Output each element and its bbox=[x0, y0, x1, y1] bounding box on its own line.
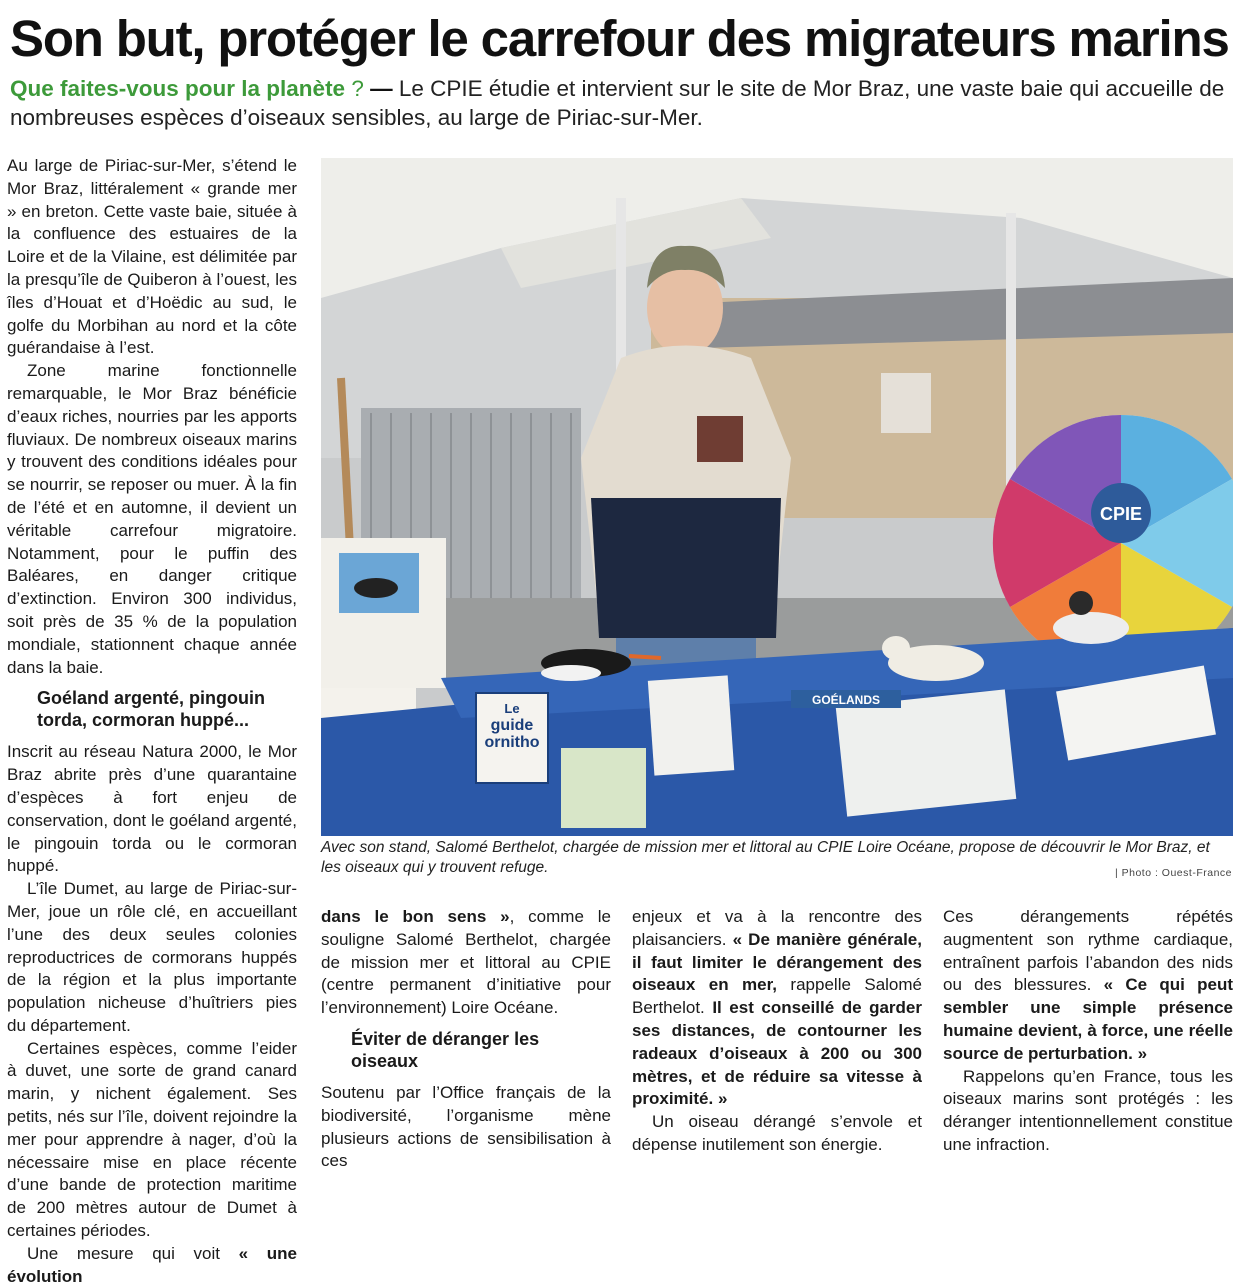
paragraph: Certaines espèces, comme l’eider à duvet, une sorte de grand canard marin, y nichent également. Ses petits, nés sur l’île, doivent rejoindre la mer pour apprendre à nager, d’où la nécessaire mise en place récente d’une bande de protection maritime de 200 mètres autour de Dumet à certaines périodes. bbox=[7, 1038, 297, 1241]
article-column-3 bbox=[632, 906, 922, 1157]
wheel-logo: CPIE bbox=[1099, 504, 1143, 524]
paragraph bbox=[321, 906, 611, 1020]
book-title-line1: Le bbox=[504, 701, 520, 716]
article-photo bbox=[321, 158, 1233, 836]
article-column-1 bbox=[7, 155, 297, 1288]
article-column-2 bbox=[321, 906, 611, 1173]
paragraph: L’île Dumet, au large de Piriac-sur-Mer, joue un rôle clé, en accueillant l’une des deux seules colonies reproductrices de cormorans huppés de la région et la plus importante population nicheuse d’huîtriers pies du département. bbox=[7, 879, 297, 1035]
quote-text: dans le bon sens » bbox=[321, 907, 510, 926]
paragraph bbox=[632, 906, 922, 1111]
photo-credit: | Photo : Ouest-France bbox=[1114, 867, 1232, 879]
article-column-4 bbox=[943, 906, 1233, 1157]
leaflet-title: GOÉLANDS bbox=[811, 693, 881, 707]
quote-text: Il est conseillé de garder ses distances, de contourner les radeaux d’oiseaux à 200 ou 300 mètres, et de réduire sa vitesse à proximité. » bbox=[632, 998, 922, 1109]
rubric-question: Que faites-vous pour la planète bbox=[10, 76, 346, 101]
paragraph: Soutenu par l’Office français de la biodiversité, l’organisme mène plusieurs actions de sensibilisation à ces bbox=[321, 1082, 611, 1171]
stand-illustration bbox=[321, 158, 1233, 836]
text-run: Ces dérangements répétés augmentent son rythme cardiaque, entraînent parfois l’abandon des nids ou des blessures. bbox=[943, 907, 1233, 995]
text-run: , comme le souligne Salomé Berthelot, chargée de mission mer et littoral au CPIE (centre permanent d’initiative pour l’environnement) Loire Océane. bbox=[321, 907, 611, 1018]
quote-text: « Ce qui peut sembler une simple présence humaine devient, à force, une réelle source de perturbation. » bbox=[943, 975, 1234, 1063]
text-run: rappelle Salomé Berthelot. bbox=[632, 975, 922, 1018]
text-run: Une mesure qui voit bbox=[27, 1243, 239, 1263]
headline: Son but, protéger le carrefour des migrateurs marins bbox=[10, 10, 1229, 67]
photo-caption: Avec son stand, Salomé Berthelot, chargée de mission mer et littoral au CPIE Loire Océane, propose de découvrir le Mor Braz, et les oiseaux qui y trouvent refuge. bbox=[321, 839, 1210, 876]
paragraph bbox=[943, 906, 1233, 1066]
standfirst bbox=[10, 74, 1235, 132]
paragraph: Un oiseau dérangé s’envole et dépense inutilement son énergie. bbox=[632, 1112, 922, 1154]
paragraph: Au large de Piriac-sur-Mer, s’étend le Mor Braz, littéralement « grande mer » en breton. Cette vaste baie, située à la confluence des estuaires de la Loire et de la Vilaine, est délimitée par la presqu’île de Quiberon à l’ouest, les îles d’Houat et d’Hoëdic au sud, le golfe du Morbihan au nord et la côte guérandaise à l’est. bbox=[7, 156, 297, 358]
subheading: Goéland argenté, pingouin torda, cormoran huppé... bbox=[37, 688, 266, 731]
rubric-question-mark: ? bbox=[345, 76, 364, 101]
quote-text: « De manière générale, il faut limiter le dérangement des oiseaux en mer, bbox=[632, 929, 922, 995]
paragraph: Rappelons qu’en France, tous les oiseaux marins sont protégés : les déranger intentionnellement constitue une infraction. bbox=[943, 1066, 1233, 1154]
book-title-line2: guide bbox=[490, 717, 534, 734]
quote-text: « une évolution bbox=[7, 1243, 297, 1286]
standfirst-text: Le CPIE étudie et intervient sur le site de Mor Braz, une vaste baie qui accueille de nombreuses espèces d’oiseaux sensibles, au large de Piriac-sur-Mer. bbox=[10, 76, 1225, 130]
rubric-dash: — bbox=[363, 76, 399, 101]
paragraph: Inscrit au réseau Natura 2000, le Mor Braz abrite près d’une quarantaine d’espèces à fort enjeu de conservation, dont le goéland argenté, le pingouin torda ou le cormoran huppé. bbox=[7, 742, 297, 876]
subheading: Éviter de déranger les oiseaux bbox=[351, 1028, 540, 1071]
paragraph bbox=[7, 1243, 297, 1288]
text-run: enjeux et va à la rencontre des plaisanciers. bbox=[632, 907, 922, 949]
book-title-line3: ornitho bbox=[484, 734, 540, 751]
paragraph: Zone marine fonctionnelle remarquable, le Mor Braz bénéficie d’eaux riches, nourries par les apports fluviaux. De nombreux oiseaux marins y trouvent des conditions idéales pour se nourrir, se reposer ou muer. À la fin de l’été et en automne, il devient un véritable carrefour migratoire. Notamment, pour le puffin des Baléares, en danger critique d’extinction. Environ 300 individus, soit près de 35 % de la population mondiale, stationnent chaque année dans la baie. bbox=[7, 361, 297, 677]
